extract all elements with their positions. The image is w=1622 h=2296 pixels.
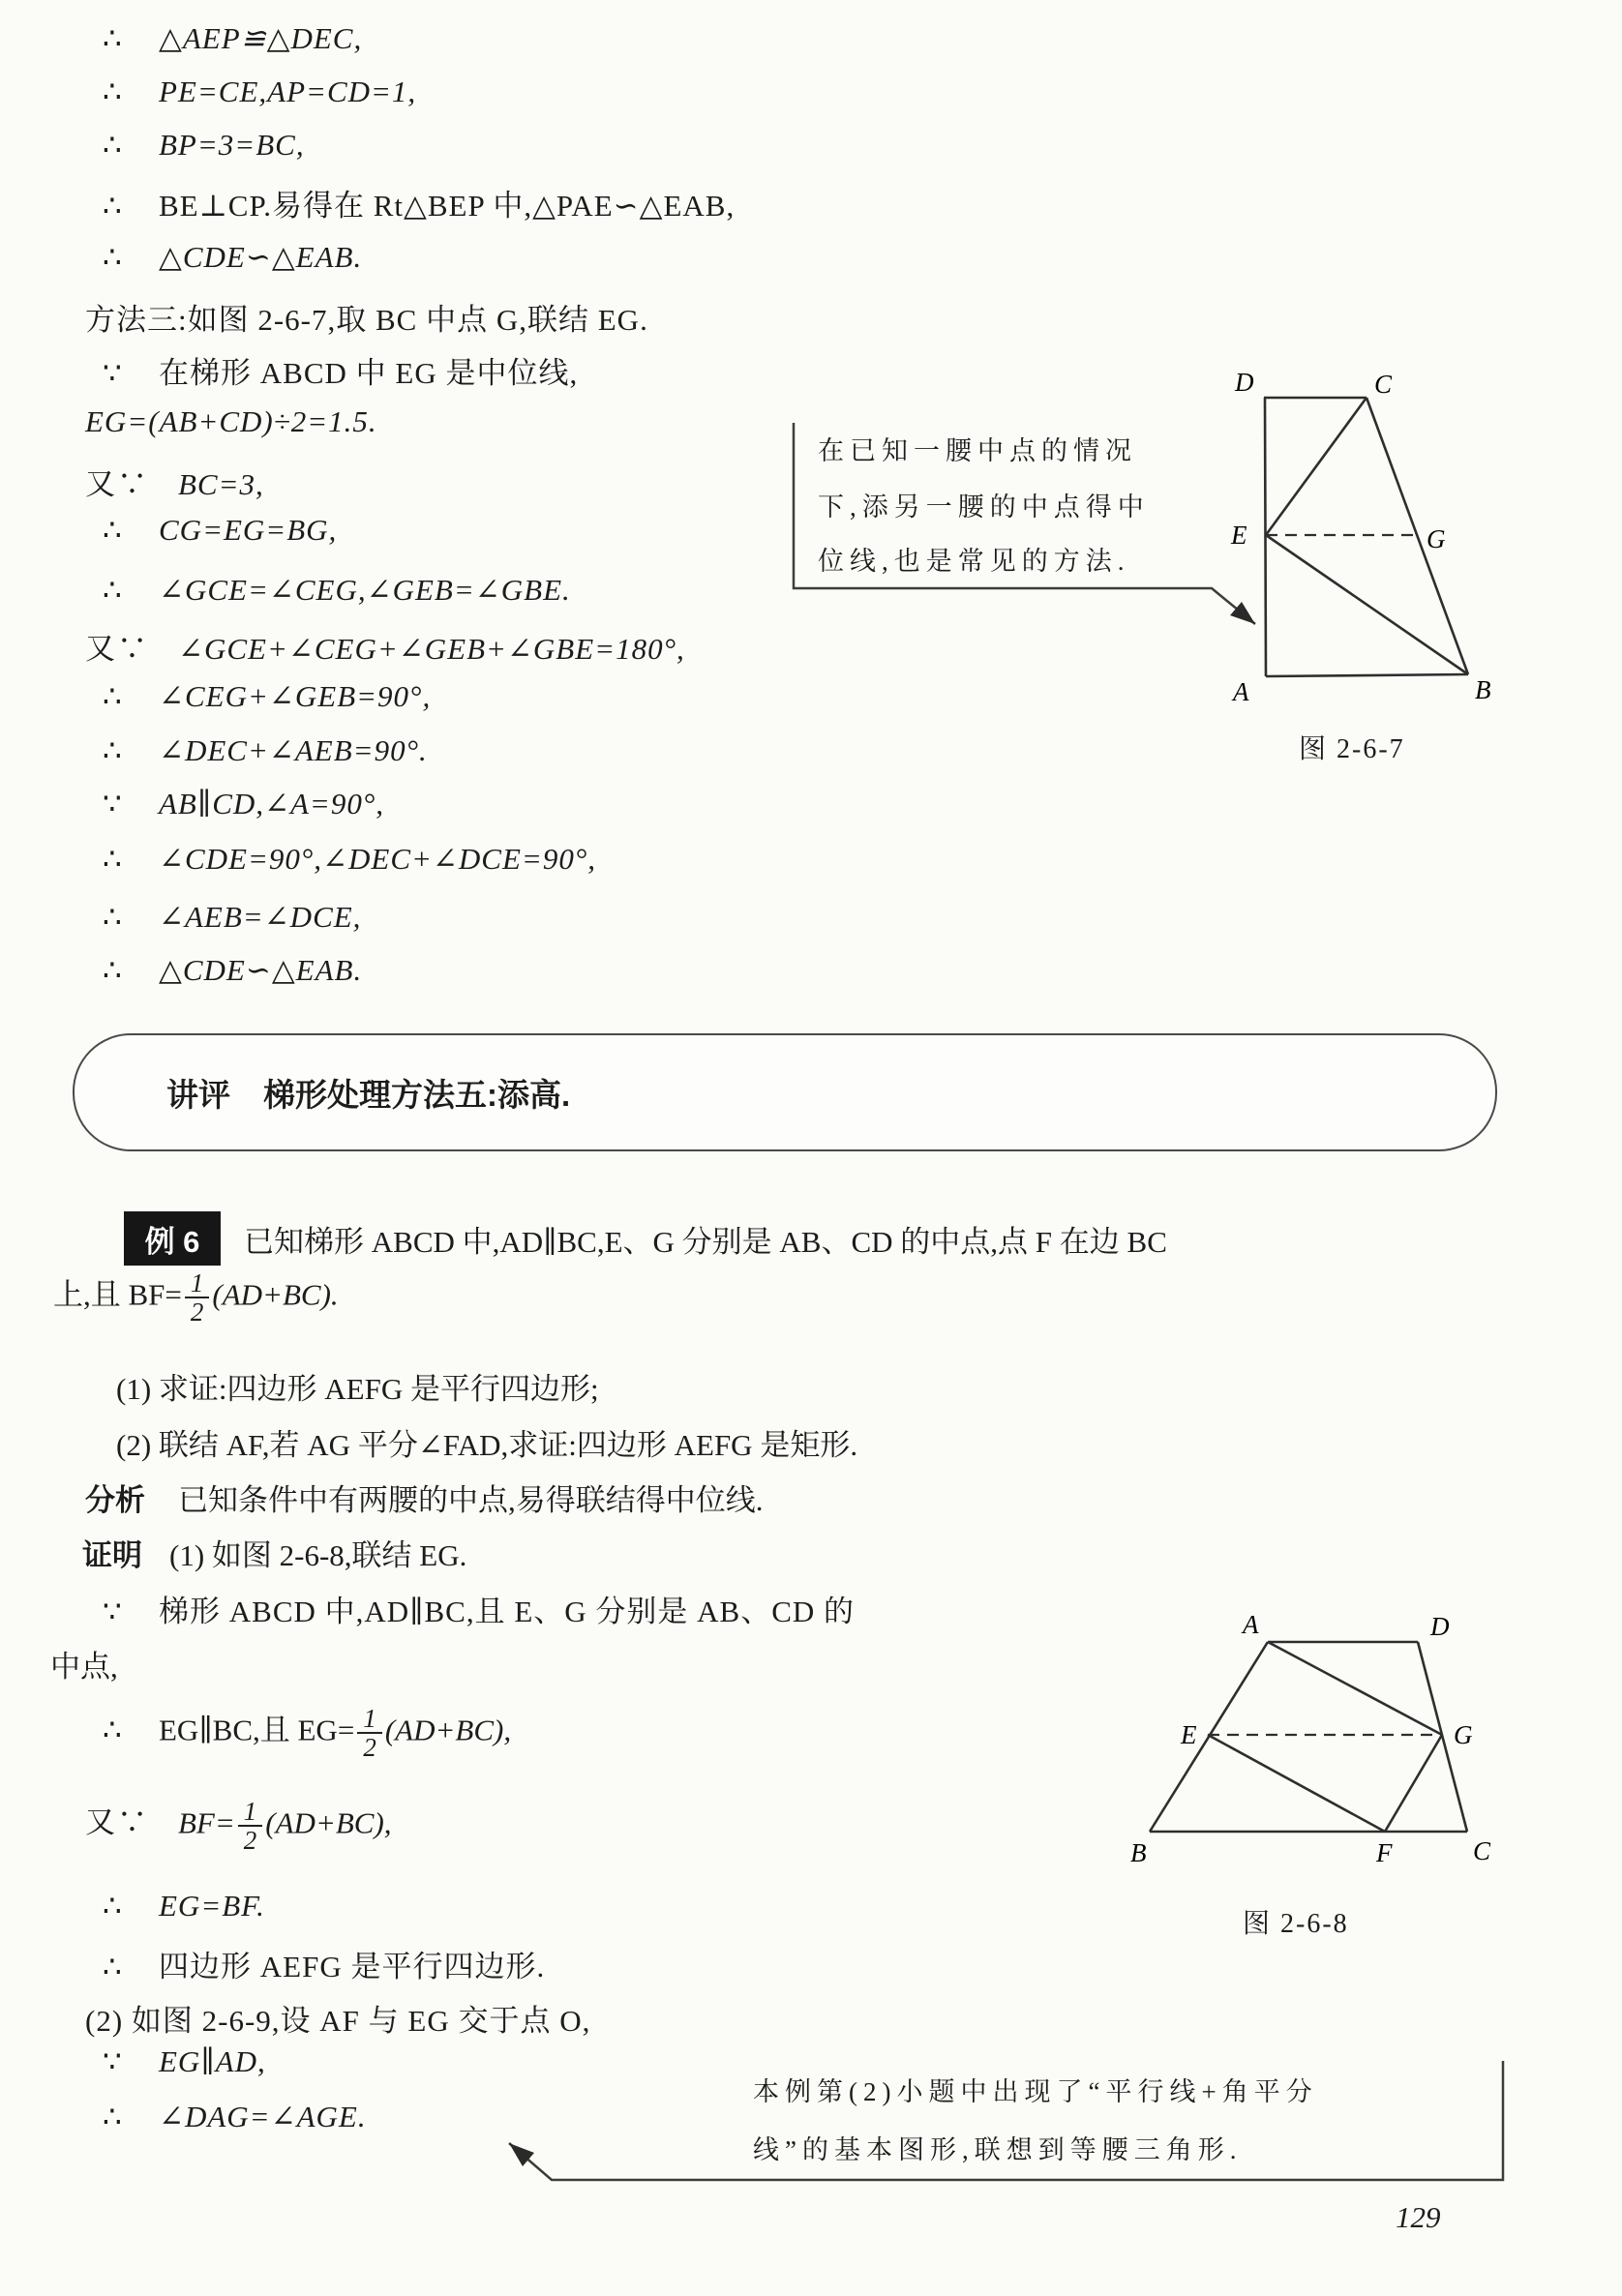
because-symbol: ∵: [103, 2044, 124, 2078]
figure-2-6-8: [1123, 1606, 1500, 1877]
proof-line: ∴ △AEP≌△DEC,: [103, 21, 363, 55]
proof-line: ∴ PE=CE,AP=CD=1,: [103, 75, 417, 108]
proof-line: ∴ ∠CEG+∠GEB=90°,: [103, 679, 432, 713]
also-because-symbol: 又∵: [85, 1805, 149, 1840]
therefore-symbol: ∴: [103, 842, 124, 876]
proof-line: ∴ BE⊥CP.易得在 Rt△BEP 中,△PAE∽△EAB,: [103, 189, 736, 223]
therefore-symbol: ∴: [103, 1713, 124, 1747]
vertex-label-A: A: [1243, 1610, 1259, 1639]
banner-text: 讲评 梯形处理方法五:添高.: [166, 1076, 571, 1113]
example-6-tag: 例 6: [124, 1211, 221, 1266]
vertex-label-D: D: [1430, 1612, 1450, 1641]
figure-2-6-8-caption: 图 2-6-8: [1243, 1909, 1349, 1939]
proof-line: ∴ △CDE∽△EAB.: [103, 240, 363, 274]
therefore-symbol: ∴: [103, 900, 124, 934]
proof-line: ∴ EG=BF.: [103, 1889, 265, 1923]
problem-item-2: (2) 联结 AF,若 AG 平分∠FAD,求证:四边形 AEFG 是矩形.: [116, 1428, 858, 1462]
fraction-one-half: $\frac{1}{2}$: [185, 1269, 210, 1327]
margin-note: 位线,也是常见的方法.: [818, 547, 1130, 576]
method-three-line: 方法三:如图 2-6-7,取 BC 中点 G,联结 EG.: [85, 303, 648, 337]
vertex-label-F: F: [1376, 1838, 1393, 1867]
vertex-label-C: C: [1473, 1836, 1491, 1865]
because-symbol: ∵: [103, 1595, 124, 1628]
proof-line: 又∵ ∠GCE+∠CEG+∠GEB+∠GBE=180°,: [85, 624, 685, 668]
therefore-symbol: ∴: [103, 75, 124, 108]
proof-line: EG=(AB+CD)÷2=1.5.: [85, 404, 377, 438]
vertex-label-E: E: [1181, 1720, 1197, 1749]
therefore-symbol: ∴: [103, 21, 124, 55]
proof-head-line: 证明 (1) 如图 2-6-8,联结 EG.: [82, 1538, 467, 1572]
margin-note: 在已知一腰中点的情况: [818, 436, 1137, 465]
vertex-label-B: B: [1475, 675, 1491, 704]
fraction-one-half: $\frac{1}{2}$: [357, 1705, 382, 1762]
vertex-label-B: B: [1130, 1838, 1147, 1867]
vertex-label-D: D: [1235, 368, 1254, 397]
proof-line: ∴ EG∥BC,且 EG= $\frac{1}{2}$ (AD+BC),: [103, 1704, 512, 1763]
therefore-symbol: ∴: [103, 189, 124, 223]
margin-note: 下,添另一腰的中点得中: [818, 492, 1150, 522]
proof-line: 又∵ BF= $\frac{1}{2}$ (AD+BC),: [85, 1797, 392, 1856]
vertex-label-C: C: [1374, 370, 1393, 399]
proof-line: ∴ 四边形 AEFG 是平行四边形.: [103, 1950, 546, 1983]
figure-2-6-7-caption: 图 2-6-7: [1299, 734, 1405, 764]
problem-item-1: (1) 求证:四边形 AEFG 是平行四边形;: [116, 1372, 599, 1406]
because-symbol: ∵: [103, 356, 124, 390]
proof-line: ∴ △CDE∽△EAB.: [103, 953, 363, 987]
commentary-banner: [73, 1033, 1497, 1151]
margin-note: 本例第(2)小题中出现了“平行线+角平分: [753, 2077, 1318, 2106]
proof-line: ∴ ∠AEB=∠DCE,: [103, 900, 362, 934]
proof-line: (2) 如图 2-6-9,设 AF 与 EG 交于点 O,: [85, 2004, 591, 2038]
vertex-label-G: G: [1427, 524, 1446, 553]
proof-line: ∴ ∠DAG=∠AGE.: [103, 2100, 367, 2133]
proof-line: ∴ BP=3=BC,: [103, 128, 305, 162]
problem-statement-line2: 上,且 BF= $\frac{1}{2}$ (AD+BC).: [53, 1268, 339, 1327]
therefore-symbol: ∴: [103, 953, 124, 987]
therefore-symbol: ∴: [103, 513, 124, 547]
proof-line: ∵ 在梯形 ABCD 中 EG 是中位线,: [103, 356, 579, 390]
proof-line: ∵ 梯形 ABCD 中,AD∥BC,且 E、G 分别是 AB、CD 的: [103, 1595, 856, 1628]
proof-line-continuation: 中点,: [50, 1650, 118, 1684]
therefore-symbol: ∴: [103, 128, 124, 162]
vertex-label-A: A: [1233, 677, 1249, 706]
banner-tag: 讲评: [166, 1076, 230, 1113]
proof-line: 又∵ BC=3,: [85, 460, 264, 503]
therefore-symbol: ∴: [103, 2100, 124, 2133]
proof-tag: 证明: [82, 1538, 142, 1572]
therefore-symbol: ∴: [103, 1889, 124, 1923]
also-because-symbol: 又∵: [85, 632, 149, 666]
figure-2-6-7: [1229, 368, 1519, 706]
analysis-line: 分析 已知条件中有两腰的中点,易得联结得中位线.: [85, 1483, 764, 1517]
analysis-tag: 分析: [85, 1483, 145, 1517]
proof-line: ∴ ∠CDE=90°,∠DEC+∠DCE=90°,: [103, 842, 596, 876]
also-because-symbol: 又∵: [85, 467, 149, 501]
therefore-symbol: ∴: [103, 1950, 124, 1983]
therefore-symbol: ∴: [103, 679, 124, 713]
problem-statement-line1: 已知梯形 ABCD 中,AD∥BC,E、G 分别是 AB、CD 的中点,点 F 在边 BC: [244, 1225, 1167, 1259]
proof-line: ∴ ∠GCE=∠CEG,∠GEB=∠GBE.: [103, 573, 571, 607]
proof-line: ∵ EG∥AD,: [103, 2044, 266, 2078]
proof-line: ∴ ∠DEC+∠AEB=90°.: [103, 733, 428, 767]
fraction-one-half: $\frac{1}{2}$: [238, 1798, 263, 1855]
therefore-symbol: ∴: [103, 573, 124, 607]
proof-line: ∵ AB∥CD,∠A=90°,: [103, 787, 384, 820]
vertex-label-E: E: [1231, 521, 1247, 550]
because-symbol: ∵: [103, 787, 124, 820]
page-number: 129: [1396, 2200, 1441, 2234]
vertex-label-G: G: [1454, 1720, 1473, 1749]
margin-note: 线”的基本图形,联想到等腰三角形.: [753, 2135, 1243, 2164]
proof-line: ∴ CG=EG=BG,: [103, 513, 338, 547]
therefore-symbol: ∴: [103, 733, 124, 767]
therefore-symbol: ∴: [103, 240, 124, 274]
